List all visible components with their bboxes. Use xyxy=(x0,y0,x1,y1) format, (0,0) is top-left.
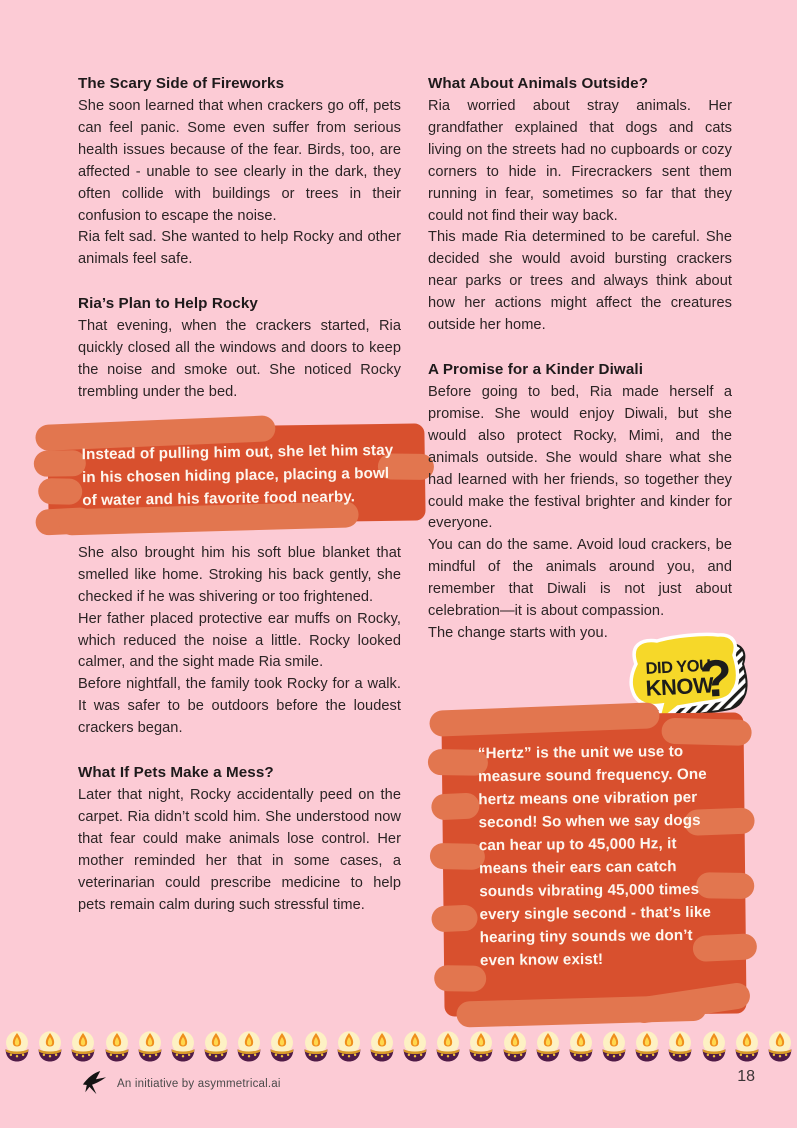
diya-icon xyxy=(169,1029,197,1065)
diya-icon xyxy=(136,1029,164,1065)
page-number: 18 xyxy=(737,1068,755,1085)
diya-border-row xyxy=(0,1027,797,1067)
section-heading: A Promise for a Kinder Diwali xyxy=(428,360,644,378)
paragraph: Before going to bed, Ria made herself a promise. She would enjoy Diwali, but she would also protect Rocky, Mimi, and the animals outside. She would share what she had learned with her friends, so together they could make the festival brighter and kinder for everyone. xyxy=(428,383,732,532)
paragraph: Ria felt sad. She wanted to help Rocky and other animals feel safe. xyxy=(78,229,401,268)
diya-icon xyxy=(302,1029,330,1065)
brush-stroke xyxy=(34,450,86,477)
footer xyxy=(80,1066,281,1102)
section-scary-side xyxy=(78,73,401,271)
diya-icon xyxy=(666,1029,694,1065)
bird-logo-icon xyxy=(80,1070,107,1099)
diya-icon xyxy=(501,1029,529,1065)
section-kinder-diwali xyxy=(428,359,732,645)
brush-stroke xyxy=(430,843,486,870)
callout-text: “Hertz” is the unit we use to measure sound frequency. One hertz means one vibration per second! So when we say dogs can hear up to 45,000 Hz, it means their ears can catch sounds vibrating 45,000 times every single second - that’s like hearing tiny sounds we don’t even know exist! xyxy=(477,743,712,970)
diya-icon xyxy=(335,1029,363,1065)
badge-line2: KNOW xyxy=(644,672,714,701)
paragraph: She soon learned that when crackers go off, pets can feel panic. Some even suffer from serious health issues because of the fear. Birds, too, are affected - unable to see clearly in the dark, they often collide with buildings or trees in their confusion to escape the noise. xyxy=(78,98,401,224)
section-heading: Ria’s Plan to Help Rocky xyxy=(78,295,258,313)
section-pets-mess xyxy=(78,762,401,916)
paragraph: Later that night, Rocky accidentally peed on the carpet. Ria didn’t scold him. She understood now that fear could make animals lose control. Her mother reminded her that in some cases, a veterinarian could prescribe medicine to help pets remain calm during such stressful time. xyxy=(78,787,401,913)
diya-icon xyxy=(368,1029,396,1065)
paragraph: That evening, when the crackers started, Ria quickly closed all the windows and doors to keep the noise and smoke out. She noticed Rocky trembling under the bed. xyxy=(78,318,401,400)
paragraph: The change starts with you. xyxy=(428,624,608,641)
diya-icon xyxy=(3,1029,31,1065)
brush-stroke xyxy=(431,792,480,820)
callout-text: Instead of pulling him out, she let him stay in his chosen hiding place, placing a bowl of water and his favorite food nearby. xyxy=(81,441,394,510)
footer-credit-text: An initiative by asymmetrical.ai xyxy=(117,1078,281,1090)
diya-icon xyxy=(202,1029,230,1065)
highlight-callout-box xyxy=(47,423,425,525)
section-rias-plan xyxy=(78,293,401,404)
paragraph: Before nightfall, the family took Rocky for a walk. It was safer to be outdoors before the loudest crackers began. xyxy=(78,676,401,737)
diya-icon xyxy=(235,1029,263,1065)
diya-icon xyxy=(36,1029,64,1065)
paragraph: Ria worried about stray animals. Her grandfather explained that dogs and cats living on the streets had no cupboards or cozy corners to hide in. Firecrackers sent them running in fear, sometimes so far that they could not find their way back. xyxy=(428,98,732,224)
badge-question-mark: ? xyxy=(698,649,734,710)
diya-icon xyxy=(633,1029,661,1065)
brush-stroke xyxy=(429,702,660,737)
hertz-fact-box xyxy=(441,712,746,1016)
section-animals-outside xyxy=(428,73,732,337)
brush-stroke xyxy=(431,905,478,933)
left-column xyxy=(78,73,401,938)
section-heading: The Scary Side of Fireworks xyxy=(78,75,285,92)
badge-line1: DID YOU xyxy=(645,656,711,678)
section-heading: What If Pets Make a Mess? xyxy=(78,764,274,782)
section-heading: What About Animals Outside? xyxy=(428,75,649,92)
paragraph: You can do the same. Avoid loud crackers, be mindful of the animals around you, and remember that Diwali is not just about celebration—it is about compassion. xyxy=(428,537,732,620)
paragraph: Her father placed protective ear muffs on Rocky, which reduced the noise a little. Rocky looked calmer, and the sight made Ria smile. xyxy=(78,610,401,671)
diya-icon xyxy=(567,1029,595,1065)
diya-icon xyxy=(268,1029,296,1065)
diya-icon xyxy=(700,1029,728,1065)
right-column xyxy=(428,73,732,667)
diya-icon xyxy=(600,1029,628,1065)
diya-icon xyxy=(766,1029,794,1065)
diya-icon xyxy=(434,1029,462,1065)
section-comfort xyxy=(78,543,401,740)
diya-icon xyxy=(467,1029,495,1065)
diya-icon xyxy=(103,1029,131,1065)
diya-icon xyxy=(534,1029,562,1065)
brush-stroke xyxy=(434,965,486,992)
paragraph: She also brought him his soft blue blanket that smelled like home. Stroking his back gently, she checked if he was shivering or too frightened. xyxy=(78,544,401,605)
diya-icon xyxy=(401,1029,429,1065)
brush-stroke xyxy=(38,478,83,505)
diya-icon xyxy=(69,1029,97,1065)
diya-icon xyxy=(733,1029,761,1065)
paragraph: This made Ria determined to be careful. She decided she would avoid bursting crackers near parks or trees and always think about how her actions might affect the creatures outside her home. xyxy=(428,229,732,334)
